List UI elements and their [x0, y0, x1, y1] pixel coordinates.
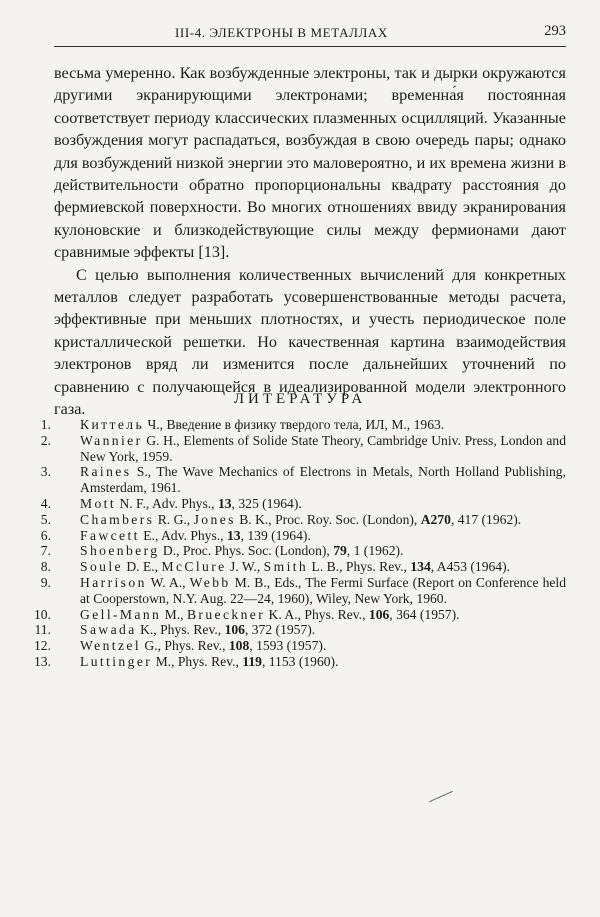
reference-author: Wentzel [80, 638, 141, 654]
reference-text: , 1593 (1957). [249, 638, 327, 654]
reference-text: L. B., Phys. Rev., [308, 559, 411, 575]
reference-volume: 134 [410, 559, 431, 575]
reference-number: 7. [40, 543, 51, 559]
reference-item [34, 464, 566, 496]
reference-author: Soule [80, 559, 123, 575]
reference-author: Webb [189, 574, 231, 590]
reference-item [34, 622, 566, 638]
reference-number: 11. [34, 622, 51, 638]
reference-number: 8. [40, 559, 51, 575]
reference-text: , 139 (1964). [240, 527, 311, 543]
reference-text: , 417 (1962). [450, 511, 522, 527]
reference-author: Киттель [80, 417, 145, 432]
reference-number: 2. [40, 432, 51, 448]
reference-author: Harrison [80, 574, 147, 590]
reference-number: 10. [34, 606, 51, 622]
references-heading: ЛИТЕРАТУРА [233, 391, 367, 407]
reference-text: K., Phys. Rev., [136, 622, 225, 638]
reference-volume: 13 [226, 527, 241, 543]
reference-text: G., Phys. Rev., [141, 638, 229, 654]
reference-text: , 364 (1957). [389, 606, 460, 622]
reference-author: Chambers [80, 511, 155, 527]
reference-number: 9. [40, 574, 51, 590]
reference-text: M., Phys. Rev., [152, 653, 243, 669]
reference-number: 1. [40, 417, 51, 432]
reference-author: McClure [161, 559, 227, 575]
reference-number: 3. [40, 464, 51, 480]
reference-item [34, 512, 566, 528]
reference-text: M. B., Eds., The Fermi Surface (Report on Conference held at Cooperstown, N.Y. Aug. 22—24, 1960), Wiley, New York, 1960. [80, 574, 567, 606]
reference-number: 6. [40, 527, 51, 543]
reference-text: D., Proc. Phys. Soc. (London), [159, 543, 334, 559]
reference-author: Sawada [80, 622, 137, 638]
reference-text: J. W., [226, 559, 264, 575]
reference-author: Brueckner [186, 606, 266, 622]
reference-text: , 1 (1962). [346, 543, 404, 559]
reference-number: 5. [40, 511, 51, 527]
reference-author: Gell-Mann [80, 606, 162, 622]
reference-number: 12. [34, 638, 51, 654]
reference-number: 4. [40, 495, 51, 511]
body-text [54, 62, 566, 421]
reference-author: Raines [80, 464, 132, 480]
reference-item [34, 496, 566, 512]
page-number: 293 [544, 23, 566, 39]
reference-text: Ч., Введение в физику твердого тела, ИЛ, М., 1963. [144, 417, 445, 432]
reference-item [34, 559, 566, 575]
reference-volume: 13 [217, 495, 232, 511]
reference-text: D. E., [122, 559, 162, 575]
reference-item [34, 575, 566, 607]
reference-volume: 106 [368, 606, 390, 622]
reference-volume: 106 [224, 622, 245, 638]
reference-item [34, 417, 566, 433]
reference-author: Luttinger [80, 653, 153, 669]
reference-text: , 1153 (1960). [261, 653, 339, 669]
paragraph: весьма умеренно. Как возбужденные электроны, так и дырки окружаются другими экранирующими электронами; временна́я постоянная соответствует периоду классических плазменных осцилляций. Указанные возбуждения могут распадаться, возбуждая в свою очередь пары; однако для возбуждений низкой энергии это маловероятно, и их времена жизни в действительности обратно пропорциональны квадрату расстояния до фермиевской поверхности. Во многих отношениях ввиду экранирования кулоновские и близкодействующие силы между фермионами дают сравнимые эффекты [13]. [54, 64, 566, 262]
reference-number: 13. [34, 653, 51, 669]
reference-text: , 325 (1964). [231, 495, 302, 511]
reference-item [34, 528, 566, 544]
reference-text: , A453 (1964). [430, 559, 511, 575]
reference-volume: 79 [333, 543, 347, 559]
reference-text: K. A., Phys. Rev., [265, 606, 369, 622]
reference-author: Fawcett [80, 527, 140, 543]
reference-item [34, 654, 566, 670]
reference-item [34, 638, 566, 654]
reference-text: M., [161, 606, 187, 622]
reference-text: S., The Wave Mechanics of Electrons in Metals, North Holland Publishing, Amsterdam, 1961. [80, 464, 566, 496]
reference-text: W. A., [146, 574, 190, 590]
reference-author: Jones [193, 511, 236, 527]
reference-text: , 372 (1957). [244, 622, 316, 638]
pen-mark [429, 791, 453, 802]
reference-item [34, 433, 566, 465]
reference-text: E., Adv. Phys., [139, 527, 227, 543]
page-header [54, 20, 566, 47]
reference-author: Mott [80, 495, 117, 511]
reference-volume: A270 [420, 511, 451, 527]
reference-text: B. K., Proc. Roy. Soc. (London), [235, 511, 421, 527]
reference-author: Smith [263, 559, 309, 575]
reference-item [34, 607, 566, 623]
reference-author: Wannier [80, 432, 143, 448]
running-title: III-4. ЭЛЕКТРОНЫ В МЕТАЛЛАХ [175, 25, 388, 40]
reference-author: Shoenberg [80, 543, 160, 559]
reference-text: G. H., Elements of Solide State Theory, Cambridge Univ. Press, London and New York, 1959. [80, 432, 566, 464]
reference-list [34, 417, 566, 670]
reference-volume: 119 [242, 653, 262, 669]
reference-item [34, 543, 566, 559]
reference-volume: 108 [228, 638, 250, 654]
paragraph: С целью выполнения количественных вычислений для конкретных металлов следует разработать усовершенствованные методы расчета, эффективные при меньших плотностях, и учесть периодическое поле кристаллической решетки. Но качественная картина взаимодействия электронов вряд ли изменится после дальнейших уточнений по сравнению с получающейся в идеализированной модели электронного газа. [54, 265, 566, 419]
reference-text: R. G., [154, 511, 194, 527]
reference-text: N. F., Adv. Phys., [116, 495, 218, 511]
